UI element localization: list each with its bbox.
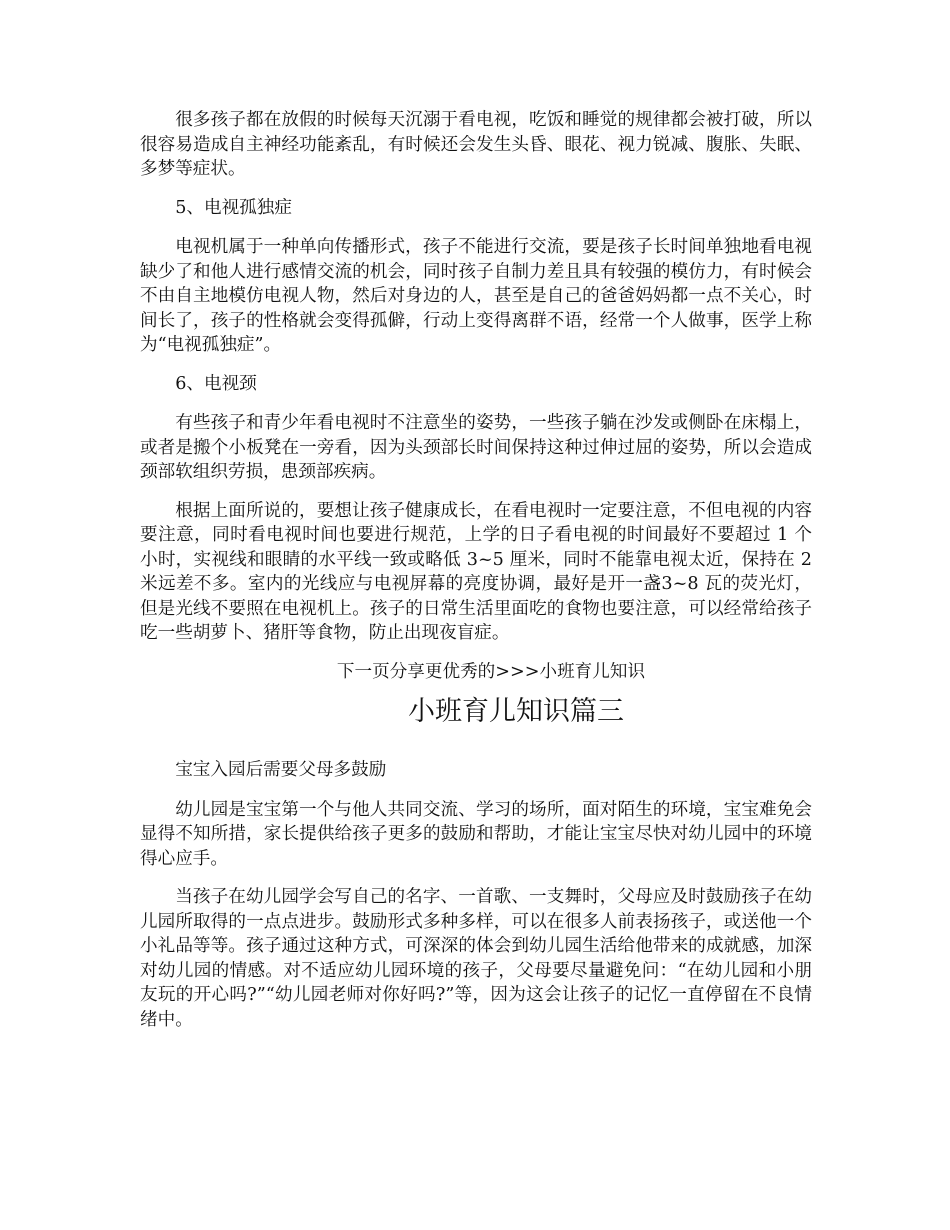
paragraph-tv-autism: 电视机属于一种单向传播形式，孩子不能进行交流，要是孩子长时间单独地看电视缺少了和他人进行感情交流的机会，同时孩子自制力差且具有较强的模仿力，有时候会不由自主地模仿电视人物，然后对身边的人，甚至是自己的爸爸妈妈都一点不关心，时间长了，孩子的性格就会变得孤僻，行动上变得离群不语，经常一个人做事，医学上称为“电视孤独症”。 (140, 237, 812, 355)
paragraph-kindergarten-encourage: 当孩子在幼儿园学会写自己的名字、一首歌、一支舞时，父母应及时鼓励孩子在幼儿园所取得的一点点进步。鼓励形式多种多样，可以在很多人前表扬孩子，或送他一个小礼品等等。孩子通过这种方式，可深深的体会到幼儿园生活给他带来的成就感，加深对幼儿园的情感。对不适应幼儿园环境的孩子，父母要尽量避免问：“在幼儿园和小朋友玩的开心吗?”“幼儿园老师对你好吗?”等，因为这会让孩子的记忆一直停留在不良情绪中。 (140, 887, 812, 1030)
paragraph-tv-habits: 很多孩子都在放假的时候每天沉溺于看电视，吃饭和睡觉的规律都会被打破，所以很容易造成自主神经功能紊乱，有时候还会发生头昏、眼花、视力锐减、腹胀、失眠、多梦等症状。 (140, 110, 812, 179)
paragraph-summary: 根据上面所说的，要想让孩子健康成长，在看电视时一定要注意，不但电视的内容要注意，同时看电视时间也要进行规范，上学的日子看电视的时间最好不要超过 1 个小时，实视线和眼睛的水平线一致或略低 3~5 厘米，同时不能靠电视太近，保持在 2 米远差不多。室内的光线应与电视屏幕的亮度协调，最好是开一盏3~8 瓦的荧光灯，但是光线不要照在电视机上。孩子的日常生活里面吃的食物也要注意，可以经常给孩子吃一些胡萝卜、猪肝等食物，防止出现夜盲症。 (140, 500, 812, 643)
section-title: 小班育儿知识篇三 (408, 696, 624, 727)
next-page-link[interactable]: 下一页分享更优秀的>>>小班育儿知识 (336, 661, 646, 682)
subheading-encouragement: 宝宝入园后需要父母多鼓励 (175, 760, 387, 780)
paragraph-tv-neck: 有些孩子和青少年看电视时不注意坐的姿势，一些孩子躺在沙发或侧卧在床榻上，或者是搬个小板凳在一旁看，因为头颈部长时间保持这种过伸过屈的姿势，所以会造成颈部软组织劳损，患颈部疾病。 (140, 413, 812, 482)
document-body (140, 108, 812, 1046)
heading-tv-autism: 5、电视孤独症 (175, 197, 292, 218)
paragraph-kindergarten-intro: 幼儿园是宝宝第一个与他人共同交流、学习的场所，面对陌生的环境，宝宝难免会显得不知所措，家长提供给孩子更多的鼓励和帮助，才能让宝宝尽快对幼儿园中的环境得心应手。 (140, 799, 812, 869)
heading-tv-neck: 6、电视颈 (175, 373, 257, 394)
